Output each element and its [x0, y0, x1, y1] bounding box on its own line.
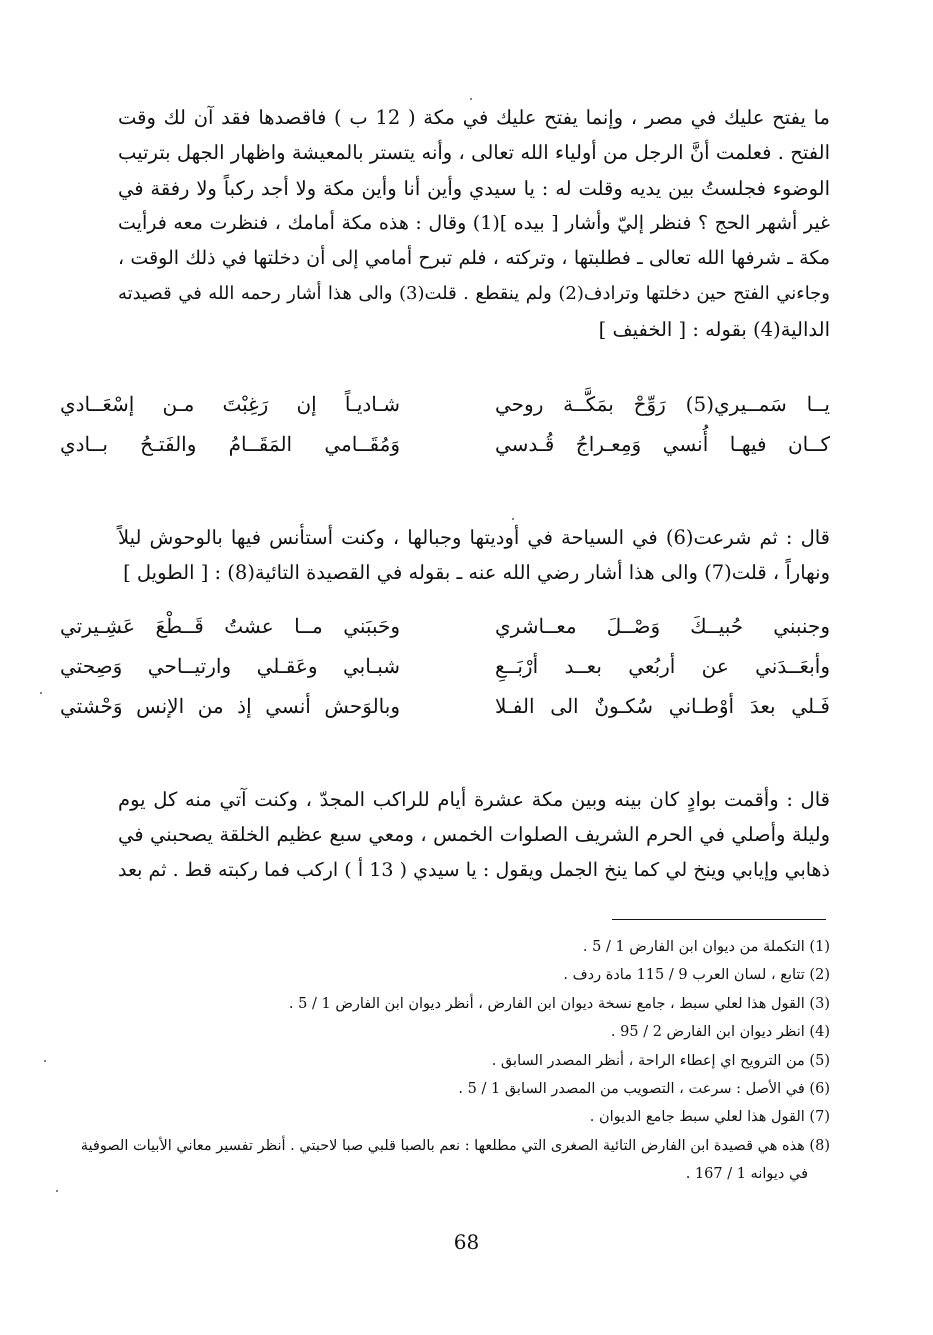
- footnote: (7) القول هذا لعلي سبط جامع الديوان .: [589, 1109, 830, 1126]
- text-line: قال : ثم شرعت(6) في السياحة في أوديتها وجبالها ، وكنت أستأنس فيها بالوحوش ليلاً: [118, 526, 831, 549]
- poem-khafif: [60, 392, 830, 472]
- paragraph-1: [118, 100, 830, 347]
- text-line: ذهابي وإيابي وينخ لي كما ينخ الجمل ويقول : يا سيدي ( 13 أ ) اركب فما ركبته قط . ثم بعد: [118, 858, 830, 881]
- verse-line: [60, 432, 830, 472]
- poem-tawil: [60, 614, 830, 734]
- footnote: (1) التكملة من ديوان ابن الفارض 1 / 5 .: [582, 939, 830, 955]
- verse-line: [60, 654, 830, 694]
- verse-line: [60, 614, 830, 654]
- verse-first-hemistich: يــا سَمــيري(5) رَوِّحْ بمَكَّــة روحي: [495, 392, 830, 416]
- footnote: (4) انظر ديوان ابن الفارض 2 / 95 .: [610, 1024, 830, 1041]
- text-line: قال : وأقمت بوادٍ كان بينه وبين مكة عشرة أيام للراكب المجدّ ، وكنت آتي منه كل يوم: [118, 788, 830, 811]
- verse-second-hemistich: شـاديـاً إن رَغِبْتَ مـن إسْعَــادي: [60, 392, 400, 416]
- scan-speck: [56, 1190, 58, 1192]
- text-line: غير أشهر الحج ؟ فنظر إليّ وأشار [ بيده ](1) وقال : هذه مكة أمامك ، فنظرت معه فرأيت: [118, 211, 830, 234]
- footnote: (2) تتابع ، لسان العرب 9 / 115 مادة ردف .: [563, 967, 830, 984]
- text-line: الفتح . فعلمت أنَّ الرجل من أولياء الله تعالى ، وأنه يتستر بالمعيشة واظهار الجهل بترتيب: [118, 141, 830, 165]
- footnote: (3) القول هذا لعلي سبط ، جامع نسخة ديوان ابن الفارض ، أنظر ديوان ابن الفارض 1 / 5 .: [288, 995, 830, 1012]
- text-line: وليلة وأصلي في الحرم الشريف الصلوات الخمس ، ومعي سبع عظيم الخلقة يصحبني في: [118, 823, 830, 847]
- footnote-continuation: في ديوانه 1 / 167 .: [685, 1166, 808, 1183]
- verse-second-hemistich: وَمُقَــامي المَقَــامُ والفَتـحُ بــادي: [60, 432, 400, 456]
- footnote-separator: [612, 919, 826, 920]
- footnote: (5) من الترويح اي إعطاء الراحة ، أنظر المصدر السابق .: [491, 1052, 830, 1069]
- page-number: 68: [453, 1230, 480, 1254]
- text-line: مكة ـ شرفها الله تعالى ـ فطلبتها ، وتركته ، فلم تبرح أمامي إلى أن دخلتها في ذلك الوقت ،: [118, 247, 830, 270]
- paragraph-3: [118, 782, 830, 888]
- scan-speck: [470, 98, 472, 100]
- text-line: ونهاراً ، قلت(7) والى هذا أشار رضي الله عنه ـ بقوله في القصيدة التائية(8) : [ الطويل ]: [123, 561, 830, 585]
- text-line: الوضوء فجلستُ بين يديه وقلت له : يا سيدي وأين أنا وأين مكة ولا أجد ركباً ولا رفقة في: [118, 176, 830, 200]
- scan-speck: [40, 692, 42, 694]
- verse-line: [60, 392, 830, 432]
- verse-second-hemistich: شبـابي وعَقـلي وارتيــاحي وَصِحتي: [60, 654, 400, 678]
- paragraph-2: [118, 520, 830, 591]
- verse-second-hemistich: وبالوَحش أنسي إذ من الإنس وَحْشتي: [60, 694, 400, 718]
- text-line: وجاءني الفتح حين دخلتها وترادف(2) ولم ينقطع . قلت(3) والى هذا أشار رحمه الله في قصيدته: [118, 283, 830, 305]
- footnotes: [40, 933, 830, 1189]
- scan-speck: [44, 1060, 46, 1062]
- footnote: (6) في الأصل : سرعت ، التصويب من المصدر السابق 1 / 5 .: [458, 1081, 830, 1098]
- footnote: (8) هذه هي قصيدة ابن الفارض التائية الصغرى التي مطلعها : نعم بالصبا قلبي صبا لاحبتي . أنظر تفسير معاني الأبيات الصوفية: [80, 1137, 830, 1154]
- text-line: الدالية(4) بقوله : [ الخفيف ]: [598, 317, 830, 341]
- verse-second-hemistich: وحَببَني مــا عشتُ قَــطْعَ عَشِـيرتي: [60, 614, 400, 638]
- text-line: ما يفتح عليك في مصر ، وإنما يفتح عليك في مكة ( 12 ب ) فاقصدها فقد آن لك وقت: [118, 106, 830, 129]
- verse-first-hemistich: وجنبني حُبيــكَ وَصْــلَ معــاشري: [495, 614, 830, 638]
- scan-speck: [512, 518, 514, 520]
- verse-first-hemistich: كــان فيهـا أُنسي وَمِعـراجُ قُـدسي: [495, 432, 830, 456]
- verse-line: [60, 694, 830, 734]
- verse-first-hemistich: فَـلي بعدَ أوْطـاني سُكـونٌ الى الفـلا: [495, 694, 830, 718]
- verse-first-hemistich: وأبعَــدَني عن أربُعي بعــد أرْبَــعِ: [495, 654, 830, 678]
